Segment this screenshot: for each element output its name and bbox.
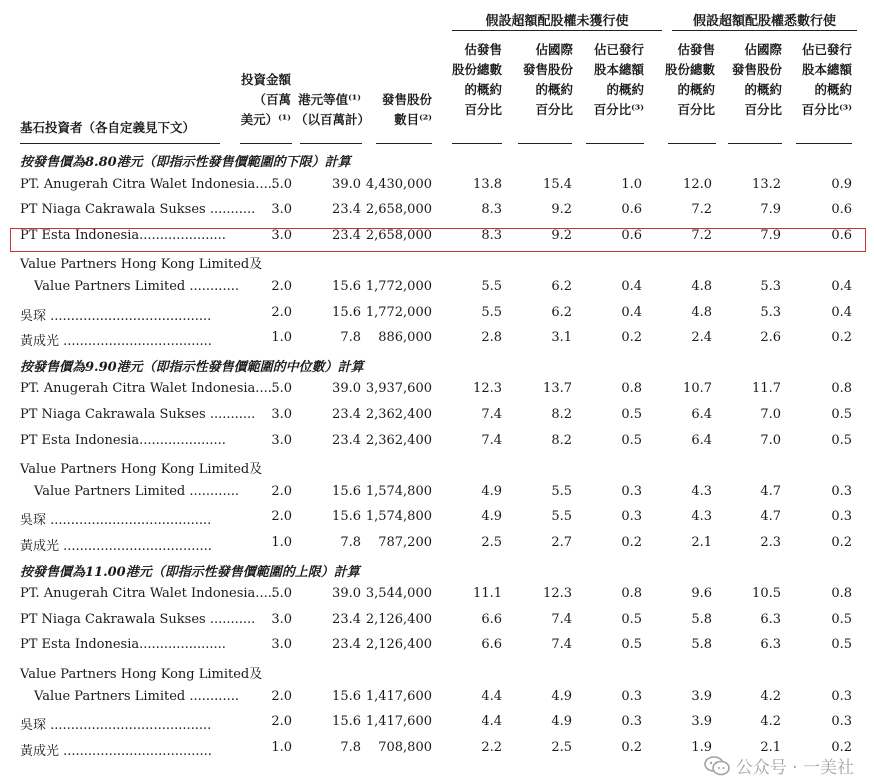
cell-fe1: 4.3 bbox=[691, 483, 712, 499]
investor-name: Value Partners Hong Kong Limited及 bbox=[20, 667, 263, 682]
cell-ne1: 6.6 bbox=[481, 637, 502, 653]
cell-fe2: 4.2 bbox=[760, 688, 781, 704]
cell-ne1: 8.3 bbox=[481, 202, 502, 218]
table-row bbox=[0, 609, 874, 635]
cell-fe1: 9.6 bbox=[691, 586, 712, 602]
cell-fe3: 0.2 bbox=[831, 739, 852, 755]
investor-name: Value Partners Limited ............ bbox=[34, 279, 239, 294]
cell-usd: 2.0 bbox=[271, 483, 292, 499]
cell-usd: 3.0 bbox=[271, 432, 292, 448]
cell-ne3: 0.2 bbox=[621, 535, 642, 550]
header-rule bbox=[668, 143, 716, 144]
cell-shares: 2,126,400 bbox=[365, 637, 432, 653]
col-header-line: 百分比 bbox=[677, 102, 715, 117]
cell-shares: 1,574,800 bbox=[365, 509, 432, 525]
cell-hkd: 7.8 bbox=[340, 739, 361, 755]
cell-usd: 2.0 bbox=[271, 688, 292, 704]
table-row bbox=[0, 404, 874, 430]
cell-fe2: 2.1 bbox=[760, 739, 781, 755]
cell-ne1: 5.5 bbox=[481, 304, 502, 320]
cell-fe3: 0.8 bbox=[831, 381, 852, 397]
col-header-line: 佔已發行 bbox=[801, 42, 852, 57]
cell-fe3: 0.6 bbox=[831, 202, 852, 218]
col-header-line: 的概約 bbox=[464, 82, 502, 97]
cell-fe1: 6.4 bbox=[691, 432, 712, 448]
cell-shares: 1,417,600 bbox=[365, 688, 432, 704]
cell-ne3: 0.4 bbox=[621, 279, 642, 294]
cell-shares: 3,937,600 bbox=[365, 381, 432, 397]
cell-usd: 5.0 bbox=[271, 586, 292, 602]
col-header-line: 估發售 bbox=[464, 42, 502, 57]
cell-hkd: 23.4 bbox=[332, 611, 361, 627]
cell-ne3: 0.3 bbox=[621, 688, 642, 704]
header-rule bbox=[20, 143, 220, 144]
investor-name: 黃成光 .................................... bbox=[20, 334, 212, 350]
cell-fe3: 0.9 bbox=[831, 176, 852, 192]
table-row bbox=[0, 250, 874, 276]
cell-fe2: 7.9 bbox=[760, 227, 781, 243]
cell-fe1: 5.8 bbox=[691, 637, 712, 653]
col-header-line: 發售股份 bbox=[522, 62, 573, 77]
col-header-line: 的概約 bbox=[814, 82, 852, 97]
cell-shares: 2,658,000 bbox=[365, 227, 432, 243]
cell-shares: 787,200 bbox=[378, 535, 432, 550]
col-header-line: 的概約 bbox=[744, 82, 782, 97]
cell-ne3: 0.2 bbox=[621, 330, 642, 346]
cell-fe3: 0.2 bbox=[831, 535, 852, 550]
cell-hkd: 7.8 bbox=[340, 535, 361, 550]
cell-usd: 5.0 bbox=[271, 381, 292, 397]
col-header-line: 百分比⁽³⁾ bbox=[593, 102, 644, 117]
section-title: 按發售價為9.90港元（即指示性發售價範圍的中位數）計算 bbox=[20, 359, 364, 375]
cell-fe1: 10.7 bbox=[683, 381, 712, 397]
investor-name: PT Niaga Cakrawala Sukses ........... bbox=[20, 202, 256, 218]
header-rule bbox=[300, 143, 362, 144]
cell-ne1: 6.6 bbox=[481, 611, 502, 627]
cell-fe3: 0.5 bbox=[831, 611, 852, 627]
cell-hkd: 15.6 bbox=[332, 279, 361, 294]
cell-ne2: 2.5 bbox=[551, 739, 572, 755]
col-header-line: 股本總額 bbox=[593, 62, 644, 77]
table-row bbox=[0, 199, 874, 225]
investor-name: PT. Anugerah Citra Walet Indonesia..... bbox=[20, 176, 276, 192]
cell-ne2: 5.5 bbox=[551, 483, 572, 499]
col-header-line: 百分比 bbox=[464, 102, 502, 117]
cell-shares: 2,658,000 bbox=[365, 202, 432, 218]
cell-hkd: 23.4 bbox=[332, 407, 361, 422]
cell-ne1: 8.3 bbox=[481, 227, 502, 243]
cell-fe3: 0.3 bbox=[831, 714, 852, 730]
table-row bbox=[0, 276, 874, 302]
cell-shares: 1,574,800 bbox=[365, 483, 432, 499]
cell-fe1: 6.4 bbox=[691, 407, 712, 422]
header-rule bbox=[452, 143, 502, 144]
cell-ne2: 12.3 bbox=[543, 586, 572, 602]
col-header-line: 百分比⁽³⁾ bbox=[801, 102, 852, 117]
cell-ne2: 7.4 bbox=[551, 611, 572, 627]
cell-ne3: 0.5 bbox=[621, 637, 642, 653]
investor-name: Value Partners Hong Kong Limited及 bbox=[20, 257, 263, 273]
cell-fe1: 4.8 bbox=[691, 304, 712, 320]
cell-fe2: 5.3 bbox=[760, 279, 781, 294]
cell-ne2: 6.2 bbox=[551, 304, 572, 320]
cell-hkd: 15.6 bbox=[332, 688, 361, 704]
cell-hkd: 15.6 bbox=[332, 483, 361, 499]
cell-ne2: 9.2 bbox=[551, 202, 572, 218]
investor-name: PT Niaga Cakrawala Sukses ........... bbox=[20, 611, 256, 627]
cell-usd: 1.0 bbox=[271, 739, 292, 755]
cell-ne1: 4.9 bbox=[481, 483, 502, 499]
investor-name: PT Esta Indonesia..................... bbox=[20, 227, 226, 243]
investor-name: 黃成光 .................................... bbox=[20, 539, 212, 554]
col-header-line: 港元等值⁽¹⁾ bbox=[298, 92, 361, 107]
cell-ne2: 3.1 bbox=[551, 330, 572, 346]
col-header-line: 的概約 bbox=[606, 82, 644, 97]
cell-usd: 5.0 bbox=[271, 176, 292, 192]
table-row bbox=[0, 686, 874, 712]
cell-fe2: 2.3 bbox=[760, 535, 781, 550]
col-header-line: 基石投資者（各自定義見下文） bbox=[20, 120, 196, 135]
cell-ne1: 11.1 bbox=[473, 586, 502, 602]
cell-ne1: 2.2 bbox=[481, 739, 502, 755]
watermark-text: 公众号 · 一美社 bbox=[735, 758, 854, 778]
cell-ne1: 2.8 bbox=[481, 330, 502, 346]
cell-ne3: 0.5 bbox=[621, 407, 642, 422]
cell-shares: 708,800 bbox=[378, 739, 432, 755]
cell-fe1: 4.3 bbox=[691, 509, 712, 525]
investor-name: PT. Anugerah Citra Walet Indonesia..... bbox=[20, 381, 276, 397]
section-title: 按發售價為11.00港元（即指示性發售價範圍的上限）計算 bbox=[20, 564, 360, 580]
col-header-line: （百萬 bbox=[253, 92, 291, 107]
cell-usd: 2.0 bbox=[271, 509, 292, 525]
col-header-line: 發售股份 bbox=[381, 92, 432, 107]
group-header-rule bbox=[672, 30, 857, 31]
cell-ne2: 8.2 bbox=[551, 432, 572, 448]
col-header-ne-offer-pct bbox=[448, 40, 502, 120]
cell-ne1: 7.4 bbox=[481, 407, 502, 422]
cell-fe1: 2.1 bbox=[691, 535, 712, 550]
cell-ne1: 4.4 bbox=[481, 688, 502, 704]
cell-ne3: 0.5 bbox=[621, 432, 642, 448]
cell-ne3: 1.0 bbox=[621, 176, 642, 192]
cell-hkd: 39.0 bbox=[332, 381, 361, 397]
section-title-row bbox=[0, 148, 874, 174]
cell-ne1: 2.5 bbox=[481, 535, 502, 550]
cell-ne3: 0.6 bbox=[621, 202, 642, 218]
wechat-icon bbox=[704, 755, 730, 777]
col-header-line: 投資金額 bbox=[240, 72, 291, 87]
col-header-line: 百分比 bbox=[744, 102, 782, 117]
cell-ne3: 0.8 bbox=[621, 586, 642, 602]
col-header-line: 美元）⁽¹⁾ bbox=[240, 112, 291, 127]
header-rule bbox=[518, 143, 572, 144]
col-header-line: 估發售 bbox=[677, 42, 715, 57]
header-rule bbox=[728, 143, 782, 144]
col-header-line: 股本總額 bbox=[801, 62, 852, 77]
col-header-line: 佔國際 bbox=[535, 42, 573, 57]
cell-fe1: 4.8 bbox=[691, 279, 712, 294]
cell-fe2: 11.7 bbox=[752, 381, 781, 397]
investor-name: PT Esta Indonesia..................... bbox=[20, 637, 226, 653]
investor-name: Value Partners Hong Kong Limited及 bbox=[20, 462, 263, 478]
cell-usd: 1.0 bbox=[271, 535, 292, 550]
cell-ne3: 0.6 bbox=[621, 227, 642, 243]
col-header-line: 發售股份 bbox=[731, 62, 782, 77]
cell-ne3: 0.3 bbox=[621, 509, 642, 525]
cell-ne2: 2.7 bbox=[551, 535, 572, 550]
cell-shares: 2,362,400 bbox=[365, 432, 432, 448]
cell-fe2: 7.0 bbox=[760, 407, 781, 422]
cell-fe2: 2.6 bbox=[760, 330, 781, 346]
cell-ne3: 0.2 bbox=[621, 739, 642, 755]
cell-ne3: 0.5 bbox=[621, 611, 642, 627]
cell-ne1: 4.9 bbox=[481, 509, 502, 525]
investor-name: 吳琛 ....................................... bbox=[20, 718, 212, 734]
cell-ne3: 0.3 bbox=[621, 483, 642, 499]
table-row bbox=[0, 174, 874, 200]
investor-name: 吳琛 ....................................... bbox=[20, 308, 212, 324]
cell-ne2: 5.5 bbox=[551, 509, 572, 525]
cell-fe2: 7.0 bbox=[760, 432, 781, 448]
section-title: 按發售價為8.80港元（即指示性發售價範圍的下限）計算 bbox=[20, 155, 351, 170]
cell-fe3: 0.2 bbox=[831, 330, 852, 346]
cell-fe1: 2.4 bbox=[691, 330, 712, 346]
col-header-fe-offer-pct bbox=[665, 40, 715, 120]
group-header-fully-exercised: 假設超額配股權悉數行使 bbox=[692, 14, 836, 29]
cell-fe1: 12.0 bbox=[683, 176, 712, 192]
cell-shares: 1,772,000 bbox=[365, 304, 432, 320]
table-row bbox=[0, 660, 874, 686]
cell-hkd: 39.0 bbox=[332, 586, 361, 602]
header-rule bbox=[586, 143, 644, 144]
cell-shares: 2,362,400 bbox=[365, 407, 432, 422]
cell-fe2: 13.2 bbox=[752, 176, 781, 192]
cell-ne2: 7.4 bbox=[551, 637, 572, 653]
investor-name: 吳琛 ....................................... bbox=[20, 513, 212, 529]
cell-usd: 2.0 bbox=[271, 714, 292, 730]
table-row bbox=[0, 532, 874, 558]
cell-ne1: 13.8 bbox=[473, 176, 502, 192]
cell-fe1: 7.2 bbox=[691, 202, 712, 218]
cell-hkd: 15.6 bbox=[332, 714, 361, 730]
cell-fe3: 0.3 bbox=[831, 483, 852, 499]
col-header-line: 佔已發行 bbox=[593, 42, 644, 57]
header-rule bbox=[240, 143, 292, 144]
cell-fe2: 4.7 bbox=[760, 483, 781, 499]
cell-fe2: 4.2 bbox=[760, 714, 781, 730]
cell-hkd: 23.4 bbox=[332, 432, 361, 448]
col-header-line: 的概約 bbox=[677, 82, 715, 97]
cell-fe3: 0.6 bbox=[831, 227, 852, 243]
investor-name: Value Partners Limited ............ bbox=[34, 483, 239, 499]
cell-fe1: 3.9 bbox=[691, 714, 712, 730]
investor-name: 黃成光 .................................... bbox=[20, 743, 212, 759]
cell-ne2: 9.2 bbox=[551, 227, 572, 243]
cell-fe2: 5.3 bbox=[760, 304, 781, 320]
cell-ne2: 15.4 bbox=[543, 176, 572, 192]
cell-fe2: 6.3 bbox=[760, 611, 781, 627]
cell-usd: 1.0 bbox=[271, 330, 292, 346]
cell-shares: 2,126,400 bbox=[365, 611, 432, 627]
col-header-fe-intl-pct bbox=[724, 40, 782, 120]
col-header-line: （以百萬計） bbox=[295, 112, 371, 127]
table-row bbox=[0, 378, 874, 404]
col-header-investor bbox=[20, 118, 195, 138]
cell-usd: 3.0 bbox=[271, 637, 292, 653]
cell-hkd: 39.0 bbox=[332, 176, 361, 192]
cell-hkd: 23.4 bbox=[332, 637, 361, 653]
cell-fe1: 5.8 bbox=[691, 611, 712, 627]
col-header-line: 佔國際 bbox=[744, 42, 782, 57]
cell-ne2: 8.2 bbox=[551, 407, 572, 422]
cell-fe2: 7.9 bbox=[760, 202, 781, 218]
table-row bbox=[0, 711, 874, 737]
col-header-line: 股份總數 bbox=[451, 62, 502, 77]
table-row bbox=[0, 583, 874, 609]
cell-ne2: 4.9 bbox=[551, 688, 572, 704]
investor-name: Value Partners Limited ............ bbox=[34, 688, 239, 704]
cell-fe1: 1.9 bbox=[691, 739, 712, 755]
investor-name: PT Niaga Cakrawala Sukses ........... bbox=[20, 407, 256, 422]
col-header-line: 百分比 bbox=[535, 102, 573, 117]
cell-hkd: 7.8 bbox=[340, 330, 361, 346]
table-row bbox=[0, 481, 874, 507]
cell-hkd: 15.6 bbox=[332, 304, 361, 320]
group-header-rule bbox=[452, 30, 662, 31]
table-row bbox=[0, 506, 874, 532]
cell-fe3: 0.5 bbox=[831, 637, 852, 653]
cell-fe1: 3.9 bbox=[691, 688, 712, 704]
cell-hkd: 23.4 bbox=[332, 202, 361, 218]
cell-hkd: 15.6 bbox=[332, 509, 361, 525]
highlight-box bbox=[10, 228, 866, 252]
cell-shares: 3,544,000 bbox=[365, 586, 432, 602]
cell-fe3: 0.3 bbox=[831, 688, 852, 704]
cell-fe3: 0.5 bbox=[831, 407, 852, 422]
header-rule bbox=[796, 143, 852, 144]
cell-fe3: 0.3 bbox=[831, 509, 852, 525]
table-row bbox=[0, 302, 874, 328]
watermark bbox=[704, 753, 854, 778]
header-rule bbox=[376, 143, 432, 144]
cell-shares: 886,000 bbox=[378, 330, 432, 346]
cell-ne1: 7.4 bbox=[481, 432, 502, 448]
cell-fe2: 6.3 bbox=[760, 637, 781, 653]
cell-fe3: 0.5 bbox=[831, 432, 852, 448]
col-header-ne-intl-pct bbox=[516, 40, 573, 120]
investor-name: PT. Anugerah Citra Walet Indonesia..... bbox=[20, 586, 276, 602]
cell-ne3: 0.4 bbox=[621, 304, 642, 320]
cell-usd: 2.0 bbox=[271, 279, 292, 294]
cell-shares: 1,417,600 bbox=[365, 714, 432, 730]
col-header-ne-issued-pct bbox=[582, 40, 644, 120]
cell-usd: 3.0 bbox=[271, 407, 292, 422]
table-row bbox=[0, 430, 874, 456]
col-header-line: 股份總數 bbox=[665, 62, 716, 77]
cell-ne3: 0.8 bbox=[621, 381, 642, 397]
cell-usd: 2.0 bbox=[271, 304, 292, 320]
section-title-row bbox=[0, 353, 874, 379]
col-header-amount-hkd bbox=[295, 90, 371, 130]
col-header-line: 的概約 bbox=[535, 82, 573, 97]
col-header-line: 數目⁽²⁾ bbox=[394, 112, 432, 127]
cell-hkd: 23.4 bbox=[332, 227, 361, 243]
cell-ne2: 6.2 bbox=[551, 279, 572, 294]
cell-ne2: 13.7 bbox=[543, 381, 572, 397]
col-header-fe-issued-pct bbox=[792, 40, 852, 120]
cell-fe1: 7.2 bbox=[691, 227, 712, 243]
cell-fe2: 4.7 bbox=[760, 509, 781, 525]
section-title-row bbox=[0, 558, 874, 584]
cell-ne1: 12.3 bbox=[473, 381, 502, 397]
col-header-amount-usd bbox=[236, 70, 291, 130]
table-row bbox=[0, 455, 874, 481]
cell-ne1: 4.4 bbox=[481, 714, 502, 730]
cell-shares: 1,772,000 bbox=[365, 279, 432, 294]
cell-usd: 3.0 bbox=[271, 202, 292, 218]
cell-fe2: 10.5 bbox=[752, 586, 781, 602]
cell-usd: 3.0 bbox=[271, 611, 292, 627]
cell-ne3: 0.3 bbox=[621, 714, 642, 730]
cell-fe3: 0.4 bbox=[831, 304, 852, 320]
cell-fe3: 0.8 bbox=[831, 586, 852, 602]
table-row bbox=[0, 634, 874, 660]
cell-ne1: 5.5 bbox=[481, 279, 502, 294]
col-header-shares bbox=[370, 90, 432, 130]
cell-usd: 3.0 bbox=[271, 227, 292, 243]
cell-ne2: 4.9 bbox=[551, 714, 572, 730]
group-header-not-exercised: 假設超額配股權未獲行使 bbox=[485, 14, 629, 29]
cell-shares: 4,430,000 bbox=[365, 176, 432, 192]
table-row bbox=[0, 327, 874, 353]
investor-name: PT Esta Indonesia..................... bbox=[20, 432, 226, 448]
cell-fe3: 0.4 bbox=[831, 279, 852, 294]
